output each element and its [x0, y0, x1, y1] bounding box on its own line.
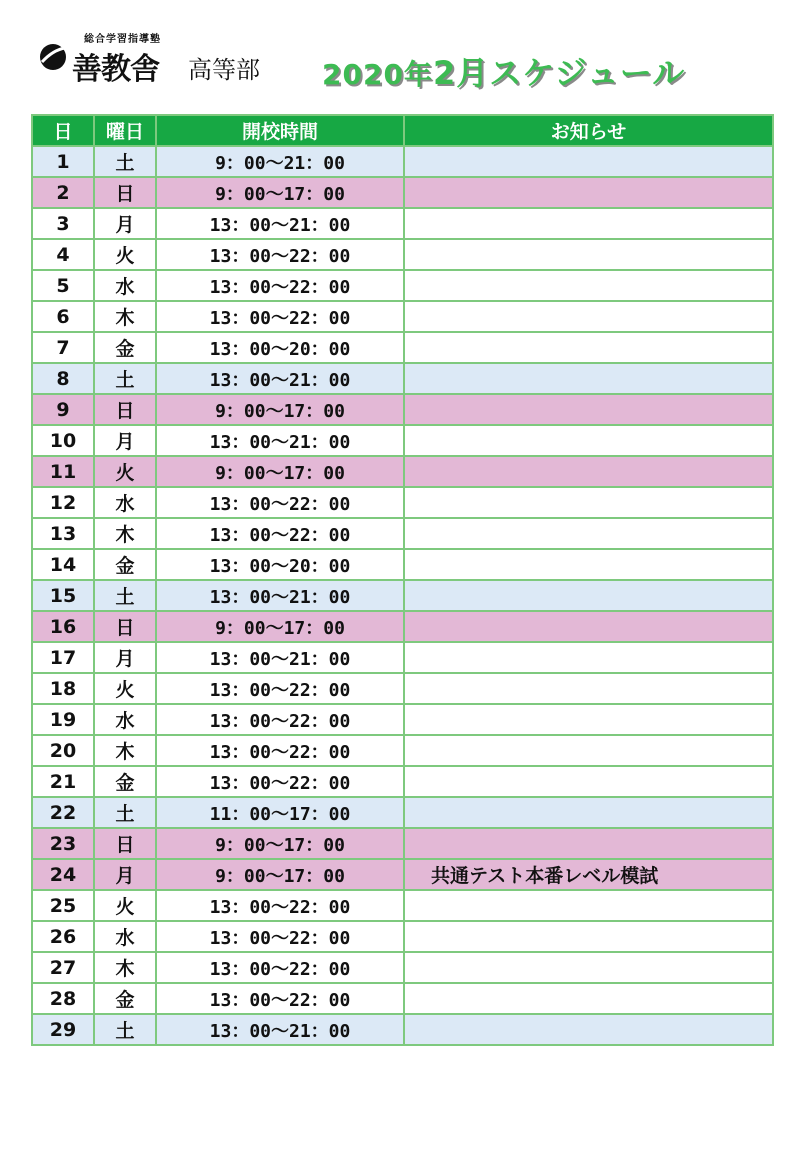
weekday-cell: 日	[94, 177, 156, 208]
weekday-cell: 水	[94, 487, 156, 518]
day-cell: 8	[32, 363, 94, 394]
table-row	[32, 425, 773, 456]
weekday-cell: 火	[94, 239, 156, 270]
table-row	[32, 208, 773, 239]
notice-cell	[404, 580, 773, 611]
table-row	[32, 177, 773, 208]
day-cell: 4	[32, 239, 94, 270]
logo-swoosh-icon	[38, 42, 68, 72]
hours-cell: 13：00～22：00	[156, 766, 404, 797]
notice-cell	[404, 177, 773, 208]
weekday-cell: 火	[94, 673, 156, 704]
notice-cell	[404, 611, 773, 642]
notice-cell	[404, 983, 773, 1014]
column-header-hours: 開校時間	[156, 115, 404, 146]
hours-cell: 13：00～22：00	[156, 301, 404, 332]
day-cell: 22	[32, 797, 94, 828]
weekday-cell: 水	[94, 704, 156, 735]
table-row	[32, 363, 773, 394]
notice-cell	[404, 394, 773, 425]
day-cell: 24	[32, 859, 94, 890]
table-row	[32, 828, 773, 859]
table-row	[32, 146, 773, 177]
day-cell: 10	[32, 425, 94, 456]
hours-cell: 13：00～21：00	[156, 642, 404, 673]
column-header-day: 日	[32, 115, 94, 146]
table-row	[32, 673, 773, 704]
hours-cell: 13：00～20：00	[156, 549, 404, 580]
day-cell: 29	[32, 1014, 94, 1045]
notice-cell	[404, 518, 773, 549]
day-cell: 7	[32, 332, 94, 363]
day-cell: 27	[32, 952, 94, 983]
weekday-cell: 木	[94, 735, 156, 766]
hours-cell: 9：00～17：00	[156, 611, 404, 642]
weekday-cell: 月	[94, 642, 156, 673]
day-cell: 11	[32, 456, 94, 487]
weekday-cell: 土	[94, 146, 156, 177]
notice-cell	[404, 456, 773, 487]
hours-cell: 13：00～21：00	[156, 1014, 404, 1045]
logo-division: 高等部	[188, 56, 260, 84]
day-cell: 2	[32, 177, 94, 208]
weekday-cell: 金	[94, 983, 156, 1014]
hours-cell: 9：00～17：00	[156, 859, 404, 890]
notice-cell	[404, 487, 773, 518]
weekday-cell: 日	[94, 828, 156, 859]
hours-cell: 9：00～21：00	[156, 146, 404, 177]
day-cell: 17	[32, 642, 94, 673]
table-row	[32, 549, 773, 580]
day-cell: 23	[32, 828, 94, 859]
weekday-cell: 月	[94, 859, 156, 890]
table-row	[32, 890, 773, 921]
weekday-cell: 金	[94, 766, 156, 797]
hours-cell: 13：00～21：00	[156, 363, 404, 394]
table-header-row	[32, 115, 773, 146]
table-row	[32, 239, 773, 270]
hours-cell: 9：00～17：00	[156, 394, 404, 425]
day-cell: 19	[32, 704, 94, 735]
weekday-cell: 金	[94, 332, 156, 363]
day-cell: 28	[32, 983, 94, 1014]
title-year: 2020年	[322, 58, 433, 91]
weekday-cell: 火	[94, 890, 156, 921]
page-title	[322, 48, 685, 94]
hours-cell: 13：00～22：00	[156, 270, 404, 301]
day-cell: 6	[32, 301, 94, 332]
weekday-cell: 木	[94, 301, 156, 332]
hours-cell: 13：00～21：00	[156, 425, 404, 456]
school-logo	[38, 30, 278, 90]
notice-cell	[404, 332, 773, 363]
notice-cell	[404, 642, 773, 673]
weekday-cell: 土	[94, 797, 156, 828]
weekday-cell: 月	[94, 425, 156, 456]
notice-cell	[404, 890, 773, 921]
title-month: 2月スケジュール	[432, 54, 686, 92]
weekday-cell: 土	[94, 1014, 156, 1045]
weekday-cell: 日	[94, 611, 156, 642]
hours-cell: 13：00～22：00	[156, 239, 404, 270]
hours-cell: 9：00～17：00	[156, 177, 404, 208]
logo-tagline: 総合学習指導塾	[84, 34, 161, 45]
notice-cell	[404, 673, 773, 704]
hours-cell: 9：00～17：00	[156, 456, 404, 487]
day-cell: 20	[32, 735, 94, 766]
weekday-cell: 木	[94, 952, 156, 983]
schedule-rows	[32, 146, 773, 1045]
notice-cell	[404, 766, 773, 797]
table-row	[32, 301, 773, 332]
logo-name: 善教舎	[72, 52, 159, 87]
hours-cell: 13：00～22：00	[156, 704, 404, 735]
table-row	[32, 518, 773, 549]
hours-cell: 13：00～22：00	[156, 983, 404, 1014]
hours-cell: 13：00～21：00	[156, 208, 404, 239]
table-row	[32, 921, 773, 952]
notice-cell: 共通テスト本番レベル模試	[404, 859, 773, 890]
hours-cell: 13：00～22：00	[156, 518, 404, 549]
hours-cell: 13：00～22：00	[156, 673, 404, 704]
table-row	[32, 642, 773, 673]
day-cell: 12	[32, 487, 94, 518]
table-row	[32, 270, 773, 301]
notice-cell	[404, 208, 773, 239]
day-cell: 16	[32, 611, 94, 642]
table-row	[32, 1014, 773, 1045]
table-row	[32, 797, 773, 828]
notice-cell	[404, 270, 773, 301]
notice-cell	[404, 146, 773, 177]
table-row	[32, 859, 773, 890]
notice-cell	[404, 952, 773, 983]
hours-cell: 9：00～17：00	[156, 828, 404, 859]
table-row	[32, 952, 773, 983]
table-row	[32, 766, 773, 797]
weekday-cell: 木	[94, 518, 156, 549]
hours-cell: 13：00～22：00	[156, 735, 404, 766]
day-cell: 1	[32, 146, 94, 177]
weekday-cell: 水	[94, 270, 156, 301]
day-cell: 14	[32, 549, 94, 580]
table-row	[32, 487, 773, 518]
notice-cell	[404, 921, 773, 952]
table-row	[32, 704, 773, 735]
notice-cell	[404, 239, 773, 270]
notice-cell	[404, 363, 773, 394]
weekday-cell: 月	[94, 208, 156, 239]
hours-cell: 13：00～22：00	[156, 952, 404, 983]
weekday-cell: 火	[94, 456, 156, 487]
notice-cell	[404, 704, 773, 735]
table-row	[32, 394, 773, 425]
hours-cell: 13：00～20：00	[156, 332, 404, 363]
notice-cell	[404, 1014, 773, 1045]
table-row	[32, 580, 773, 611]
table-row	[32, 611, 773, 642]
weekday-cell: 金	[94, 549, 156, 580]
table-row	[32, 983, 773, 1014]
hours-cell: 13：00～21：00	[156, 580, 404, 611]
notice-cell	[404, 797, 773, 828]
day-cell: 26	[32, 921, 94, 952]
table-row	[32, 332, 773, 363]
notice-cell	[404, 735, 773, 766]
hours-cell: 11：00～17：00	[156, 797, 404, 828]
notice-cell	[404, 425, 773, 456]
day-cell: 21	[32, 766, 94, 797]
day-cell: 13	[32, 518, 94, 549]
day-cell: 25	[32, 890, 94, 921]
notice-cell	[404, 301, 773, 332]
hours-cell: 13：00～22：00	[156, 487, 404, 518]
weekday-cell: 日	[94, 394, 156, 425]
day-cell: 3	[32, 208, 94, 239]
day-cell: 9	[32, 394, 94, 425]
day-cell: 5	[32, 270, 94, 301]
table-row	[32, 456, 773, 487]
notice-cell	[404, 549, 773, 580]
hours-cell: 13：00～22：00	[156, 921, 404, 952]
day-cell: 15	[32, 580, 94, 611]
weekday-cell: 土	[94, 363, 156, 394]
weekday-cell: 水	[94, 921, 156, 952]
schedule-table	[31, 114, 774, 1046]
column-header-notice: お知らせ	[404, 115, 773, 146]
notice-cell	[404, 828, 773, 859]
day-cell: 18	[32, 673, 94, 704]
column-header-weekday: 曜日	[94, 115, 156, 146]
weekday-cell: 土	[94, 580, 156, 611]
hours-cell: 13：00～22：00	[156, 890, 404, 921]
table-row	[32, 735, 773, 766]
